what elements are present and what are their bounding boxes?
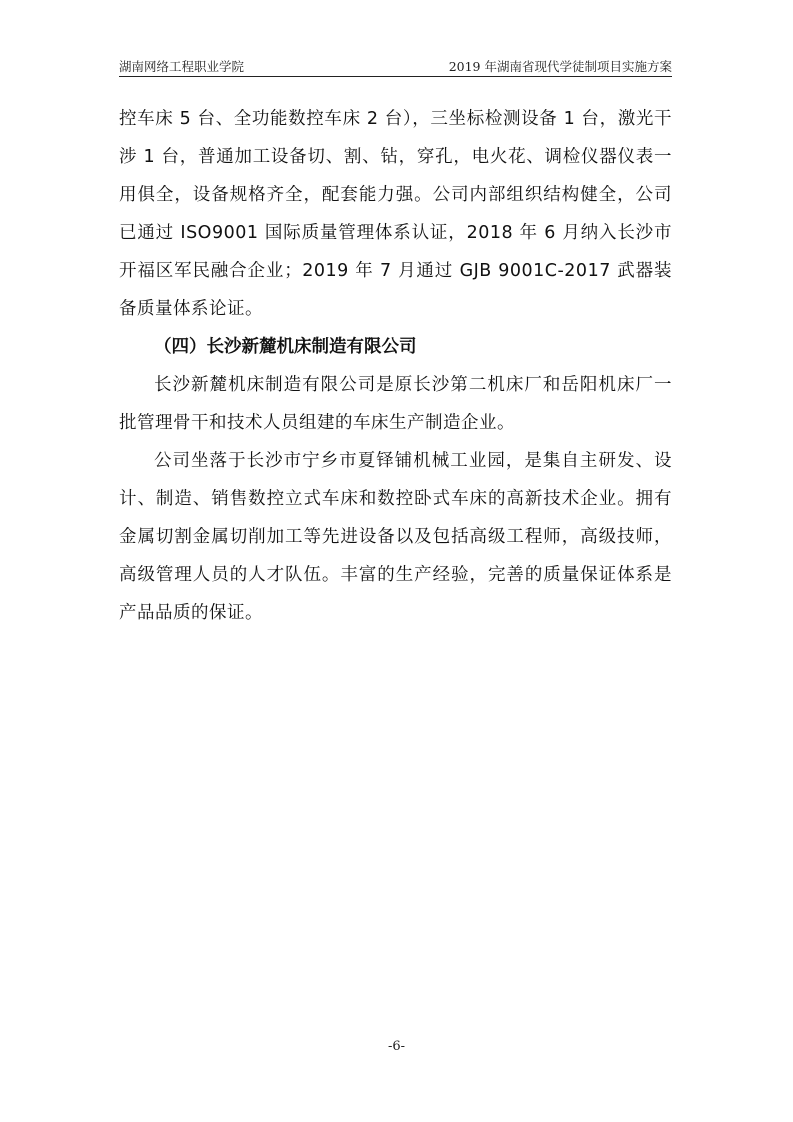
header-document-title: 2019 年湖南省现代学徒制项目实施方案 xyxy=(448,59,672,74)
paragraph-company-origin: 长沙新麓机床制造有限公司是原长沙第二机床厂和岳阳机床厂一批管理骨干和技术人员组建的车床生产制造企业。 xyxy=(119,375,672,433)
paragraph-equipment: 控车床 5 台、全功能数控车床 2 台），三坐标检测设备 1 台，激光干涉 1 台，普通加工设备切、割、钻，穿孔，电火花、调检仪器仪表一用俱全，设备规格齐全，配套能力强。公司内部组织结构健全，公司已通过 ISO9001 国际质量管理体系认证，2018 年 6 月纳入长沙市开福区军民融合企业；2019 年 7 月通过 GJB 9001C-2017 武器装备质量体系论证。 xyxy=(119,109,672,319)
page-number: -6- xyxy=(387,1039,406,1054)
header-institution: 湖南网络工程职业学院 xyxy=(119,59,245,74)
page-header xyxy=(119,54,672,77)
paragraph-company-profile: 公司坐落于长沙市宁乡市夏铎铺机械工业园，是集自主研发、设计、制造、销售数控立式车床和数控卧式车床的高新技术企业。拥有金属切割金属切削加工等先进设备以及包括高级工程师，高级技师，高级管理人员的人才队伍。丰富的生产经验，完善的质量保证体系是产品品质的保证。 xyxy=(119,451,672,623)
document-body xyxy=(119,100,672,632)
section-heading: （四）长沙新麓机床制造有限公司 xyxy=(154,337,417,357)
